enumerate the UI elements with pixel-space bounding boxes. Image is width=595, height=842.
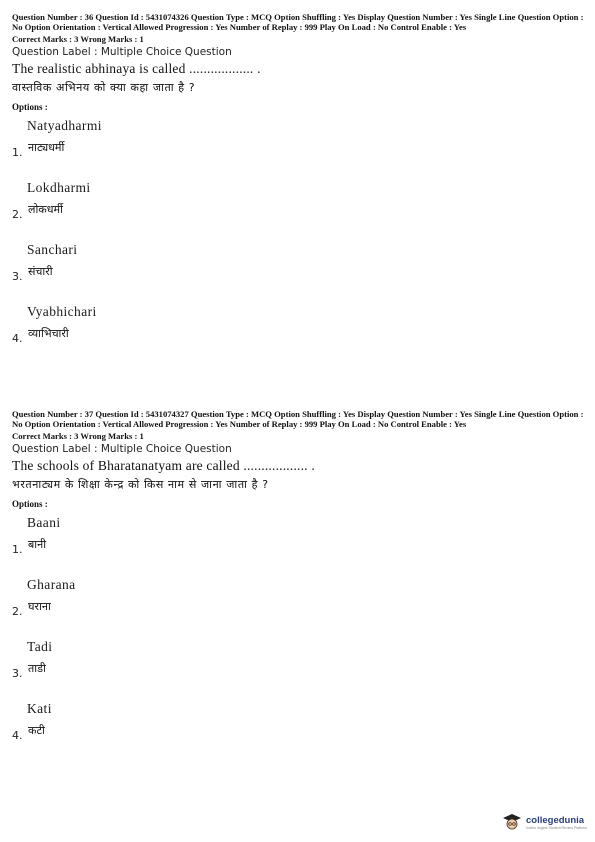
option-item[interactable] bbox=[12, 695, 584, 757]
question-text-en: The schools of Bharatanatyam are called .................. . bbox=[12, 458, 315, 474]
question-label: Question Label : Multiple Choice Question bbox=[12, 46, 232, 59]
option-number: 2. bbox=[12, 208, 23, 222]
brand-logo bbox=[502, 812, 587, 832]
option-text-en: Lokdharmi bbox=[27, 180, 91, 196]
option-number: 1. bbox=[12, 543, 23, 557]
option-number: 2. bbox=[12, 605, 23, 619]
question-label: Question Label : Multiple Choice Question bbox=[12, 443, 232, 456]
option-item[interactable] bbox=[12, 112, 584, 174]
option-number: 4. bbox=[12, 332, 23, 346]
question-block-36 bbox=[12, 13, 584, 360]
options-label: Options : bbox=[12, 499, 48, 510]
option-text-hi: लोकधर्मी bbox=[28, 203, 63, 217]
option-number: 4. bbox=[12, 729, 23, 743]
question-marks: Correct Marks : 3 Wrong Marks : 1 bbox=[12, 431, 144, 442]
option-item[interactable] bbox=[12, 571, 584, 633]
option-text-en: Natyadharmi bbox=[27, 118, 102, 134]
option-text-en: Tadi bbox=[27, 639, 53, 655]
option-text-hi: कटी bbox=[28, 724, 45, 738]
option-text-en: Kati bbox=[27, 701, 52, 717]
question-meta: Question Number : 37 Question Id : 5431074327 Question Type : MCQ Option Shuffling : Yes Display Question Number : Yes Single Line Question Option : No Option Orientation : Vertical Allowed Progression : Yes Number of Replay : 999 Play On Load : No Control Enable : Yes bbox=[12, 409, 584, 429]
question-text-hi: भरतनाट्यम के शिक्षा केन्द्र को किस नाम से जाना जाता है ? bbox=[12, 478, 269, 492]
option-item[interactable] bbox=[12, 509, 584, 571]
option-item[interactable] bbox=[12, 174, 584, 236]
option-number: 3. bbox=[12, 270, 23, 284]
option-item[interactable] bbox=[12, 298, 584, 360]
option-item[interactable] bbox=[12, 633, 584, 695]
option-text-en: Baani bbox=[27, 515, 61, 531]
option-text-hi: संचारी bbox=[28, 265, 53, 279]
question-marks: Correct Marks : 3 Wrong Marks : 1 bbox=[12, 34, 144, 45]
option-text-en: Vyabhichari bbox=[27, 304, 97, 320]
option-number: 1. bbox=[12, 146, 23, 160]
option-text-hi: घराना bbox=[28, 600, 51, 614]
question-meta: Question Number : 36 Question Id : 5431074326 Question Type : MCQ Option Shuffling : Yes Display Question Number : Yes Single Line Question Option : No Option Orientation : Vertical Allowed Progression : Yes Number of Replay : 999 Play On Load : No Control Enable : Yes bbox=[12, 12, 584, 32]
option-item[interactable] bbox=[12, 236, 584, 298]
option-text-hi: नाट्यधर्मी bbox=[28, 141, 65, 155]
brand-name: collegedunia bbox=[526, 814, 585, 826]
option-text-hi: व्याभिचारी bbox=[28, 327, 69, 341]
question-block-37 bbox=[12, 410, 584, 757]
graduate-mascot-icon bbox=[502, 812, 522, 832]
option-number: 3. bbox=[12, 667, 23, 681]
option-text-hi: ताडी bbox=[28, 662, 46, 676]
option-text-en: Gharana bbox=[27, 577, 76, 593]
question-text-hi: वास्तविक अभिनय को क्या कहा जाता है ? bbox=[12, 81, 196, 95]
option-text-en: Sanchari bbox=[27, 242, 78, 258]
option-text-hi: बानी bbox=[28, 538, 47, 552]
options-label: Options : bbox=[12, 102, 48, 113]
question-text-en: The realistic abhinaya is called .................. . bbox=[12, 61, 261, 77]
brand-tagline: India's largest Student Review Platform bbox=[526, 825, 587, 830]
